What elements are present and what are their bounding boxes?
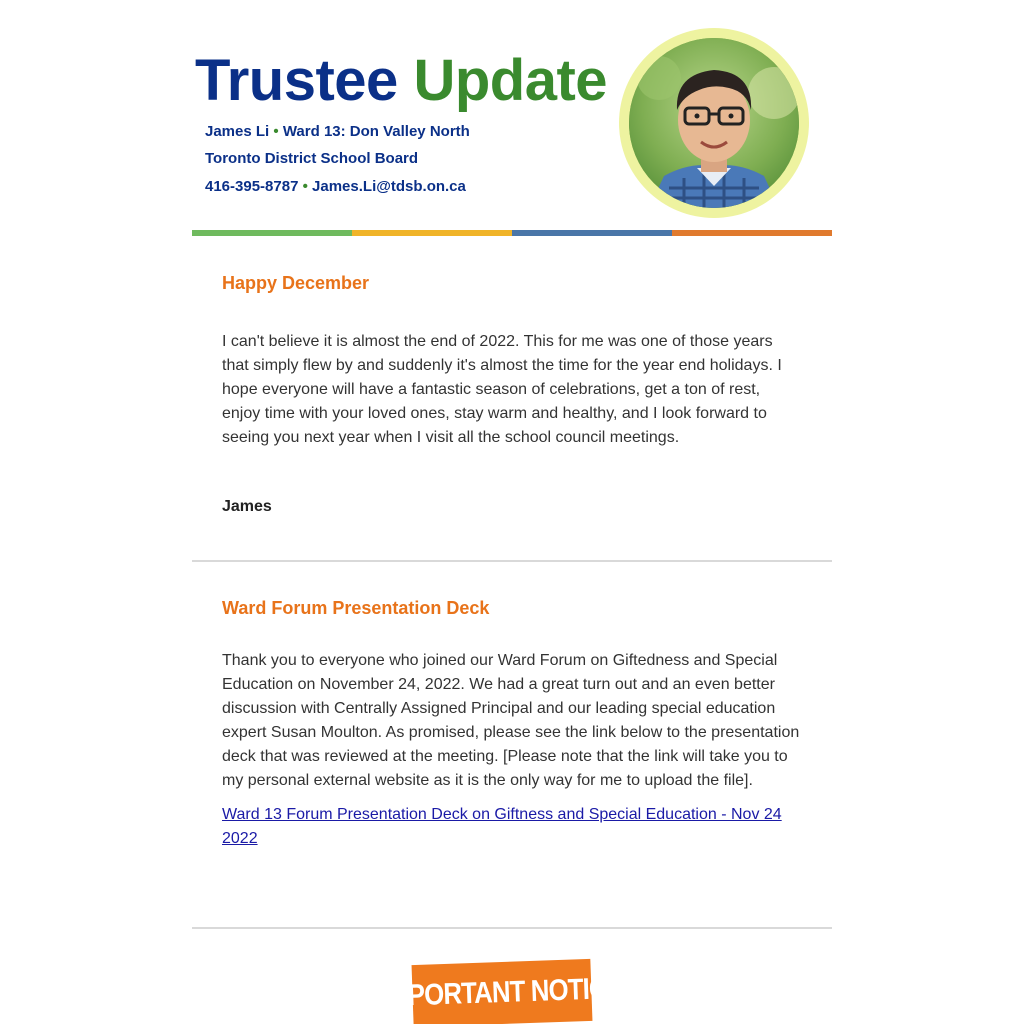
section-divider <box>192 927 832 929</box>
section-body-happy-december: I can't believe it is almost the end of 2022. This for me was one of those years that simply flew by and suddenly it's almost the time for the year end holidays. I hope everyone will have a fantastic season of celebrations, get a ton of rest, enjoy time with your loved ones, stay warm and healthy, and I look forward to seeing you next year when I visit all the school council meetings. <box>222 333 782 446</box>
title-word-trustee: Trustee <box>195 48 398 113</box>
newsletter <box>192 0 832 929</box>
separator-dot: • <box>302 178 308 195</box>
section-happy-december <box>192 236 832 560</box>
section-body-ward-forum: Thank you to everyone who joined our Ward Forum on Giftedness and Special Education on November 24, 2022. We had a great turn out and an even better discussion with Centrally Assigned Principal and our leading special education expert Susan Moulton. As promised, please see the link below to the presentation deck that was reviewed at the meeting. [Please note that the link will take you to my personal external website as it is the only way for me to upload the file]. <box>222 652 800 789</box>
trustee-name-ward <box>205 123 470 141</box>
trustee-name: James Li <box>205 123 270 140</box>
contact-line <box>205 178 466 196</box>
newsletter-header <box>192 0 832 236</box>
section-title-happy-december: Happy December <box>222 273 370 293</box>
avatar <box>629 38 799 208</box>
avatar-ring <box>619 28 809 218</box>
trustee-phone: 416-395-8787 <box>205 178 299 195</box>
trustee-ward: Ward 13: Don Valley North <box>282 123 470 140</box>
section-ward-forum <box>192 562 832 927</box>
presentation-deck-link[interactable]: Ward 13 Forum Presentation Deck on Giftness and Special Education - Nov 24 2022 <box>222 806 782 847</box>
avatar-portrait-icon <box>629 38 799 208</box>
school-board: Toronto District School Board <box>205 150 419 167</box>
important-notice-label: IMPORTANT NOTICE <box>412 959 593 1024</box>
title-word-update: Update <box>413 48 608 113</box>
separator-dot: • <box>273 123 279 140</box>
trustee-email: James.Li@tdsb.on.ca <box>312 178 466 195</box>
newsletter-title <box>195 48 607 114</box>
important-notice-banner <box>380 958 624 1024</box>
signature: James <box>222 498 272 515</box>
section-title-ward-forum: Ward Forum Presentation Deck <box>222 598 490 618</box>
